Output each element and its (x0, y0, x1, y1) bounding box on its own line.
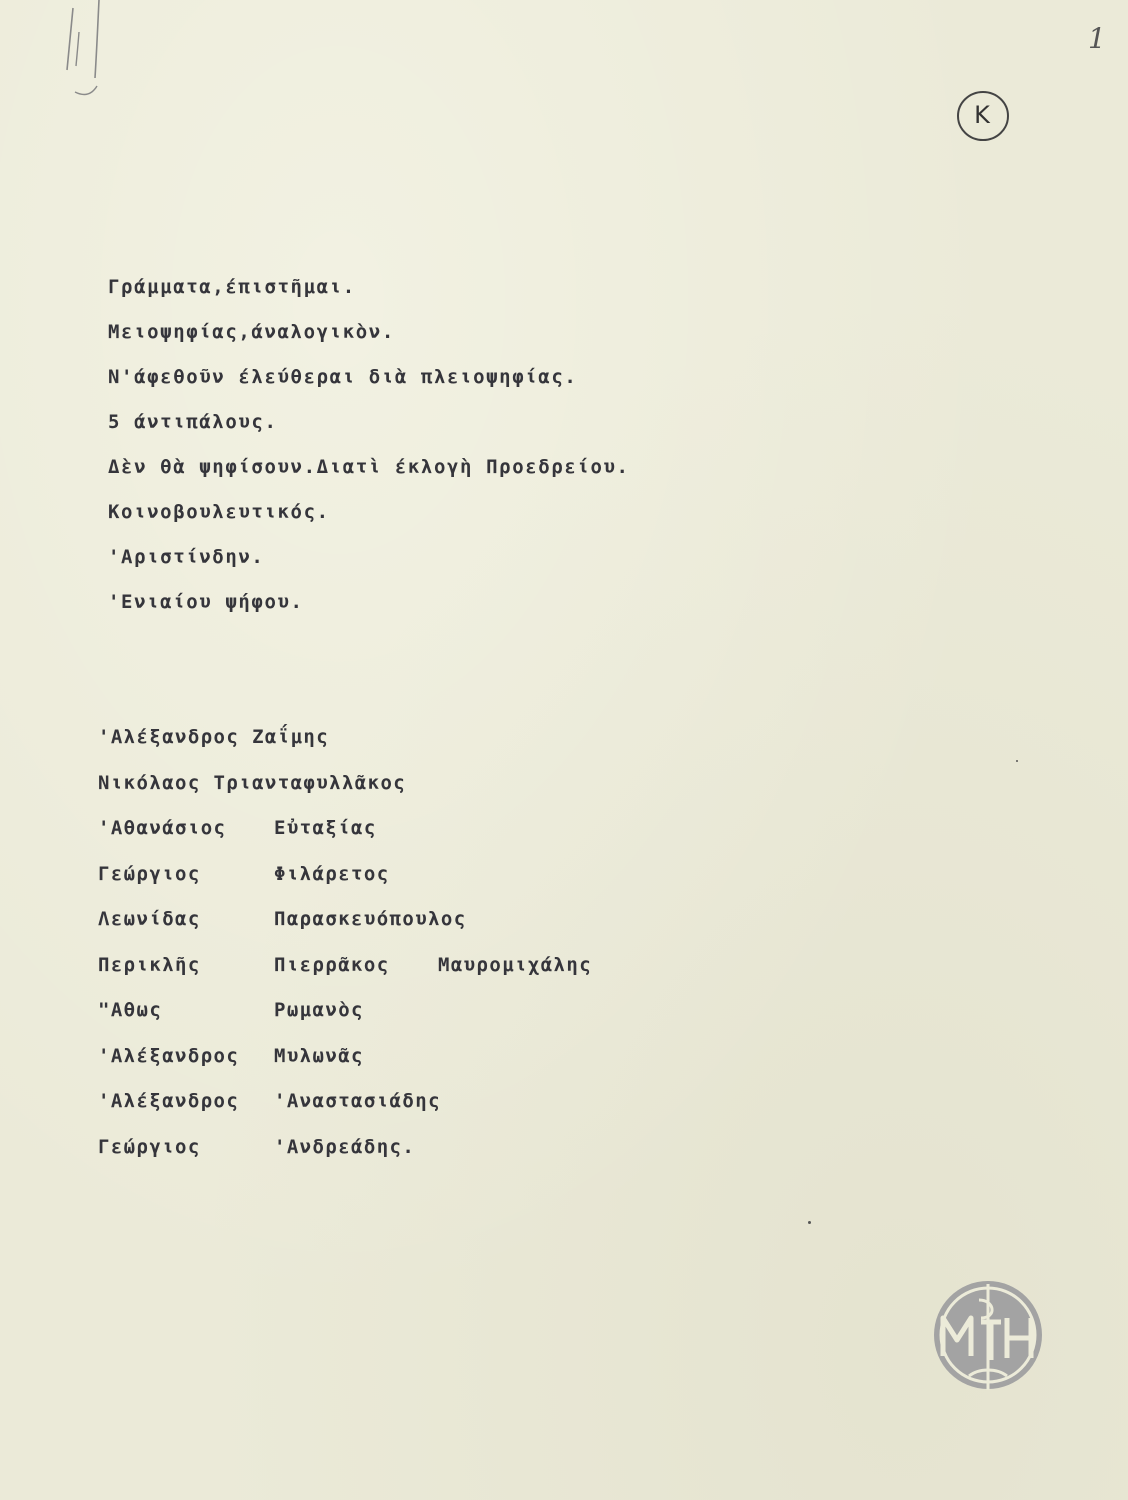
paper-speck (1016, 760, 1018, 762)
note-line: Δὲν θὰ ψηφίσουν.Διατὶ έκλογὴ Προεδρείου. (108, 456, 630, 478)
first-name: 'Αλέξανδρος (98, 1090, 240, 1112)
note-line: 'Αριστίνδην. (108, 546, 265, 568)
note-line: Μειοψηφίας,άναλογικὸν. (108, 321, 395, 343)
first-name: 'Αθανάσιος (98, 817, 227, 839)
circled-mark-letter: K (974, 101, 990, 129)
first-name: Γεώργιος (98, 862, 201, 885)
last-name: Πιερρᾶκος (274, 953, 390, 976)
pencil-mark-icon (55, 0, 135, 110)
note-line: 'Ενιαίου ψήφου. (108, 591, 304, 613)
last-name: Εὐταξίας (274, 817, 377, 839)
extra-surname: Μαυρομιχάλης (438, 953, 593, 976)
circled-mark (953, 88, 1011, 146)
archive-seal-icon (929, 1278, 1047, 1396)
last-name: Φιλάρετος (274, 862, 390, 885)
page-number: 1 (1088, 22, 1106, 55)
last-name: Παρασκευόπουλος (274, 908, 467, 930)
full-name: 'Αλέξανδρος Ζαΐμης (98, 726, 330, 748)
last-name: 'Αναστασιάδης (274, 1090, 441, 1112)
first-name: Γεώργιος (98, 1135, 201, 1158)
note-line: 5 άντιπάλους. (108, 411, 278, 433)
note-line: Ν'άφεθοῦν έλεύθεραι διὰ πλειοψηφίας. (108, 366, 578, 388)
last-name: Μυλωνᾶς (274, 1044, 364, 1067)
first-name: "Αθως (98, 999, 163, 1021)
note-line: Κοινοβουλευτικός. (108, 501, 330, 523)
first-name: Λεωνίδας (98, 908, 201, 930)
paper-speck (808, 1221, 811, 1224)
last-name: 'Ανδρεάδης. (274, 1135, 416, 1158)
notes-list (108, 276, 630, 636)
note-line: Γράμματα,έπιστῆμαι. (108, 276, 356, 298)
last-name: Ρωμανὸς (274, 999, 364, 1021)
full-name: Νικόλαος Τριανταφυλλᾶκος (98, 771, 407, 794)
first-name: 'Αλέξανδρος (98, 1044, 240, 1067)
first-name: Περικλῆς (98, 953, 201, 976)
